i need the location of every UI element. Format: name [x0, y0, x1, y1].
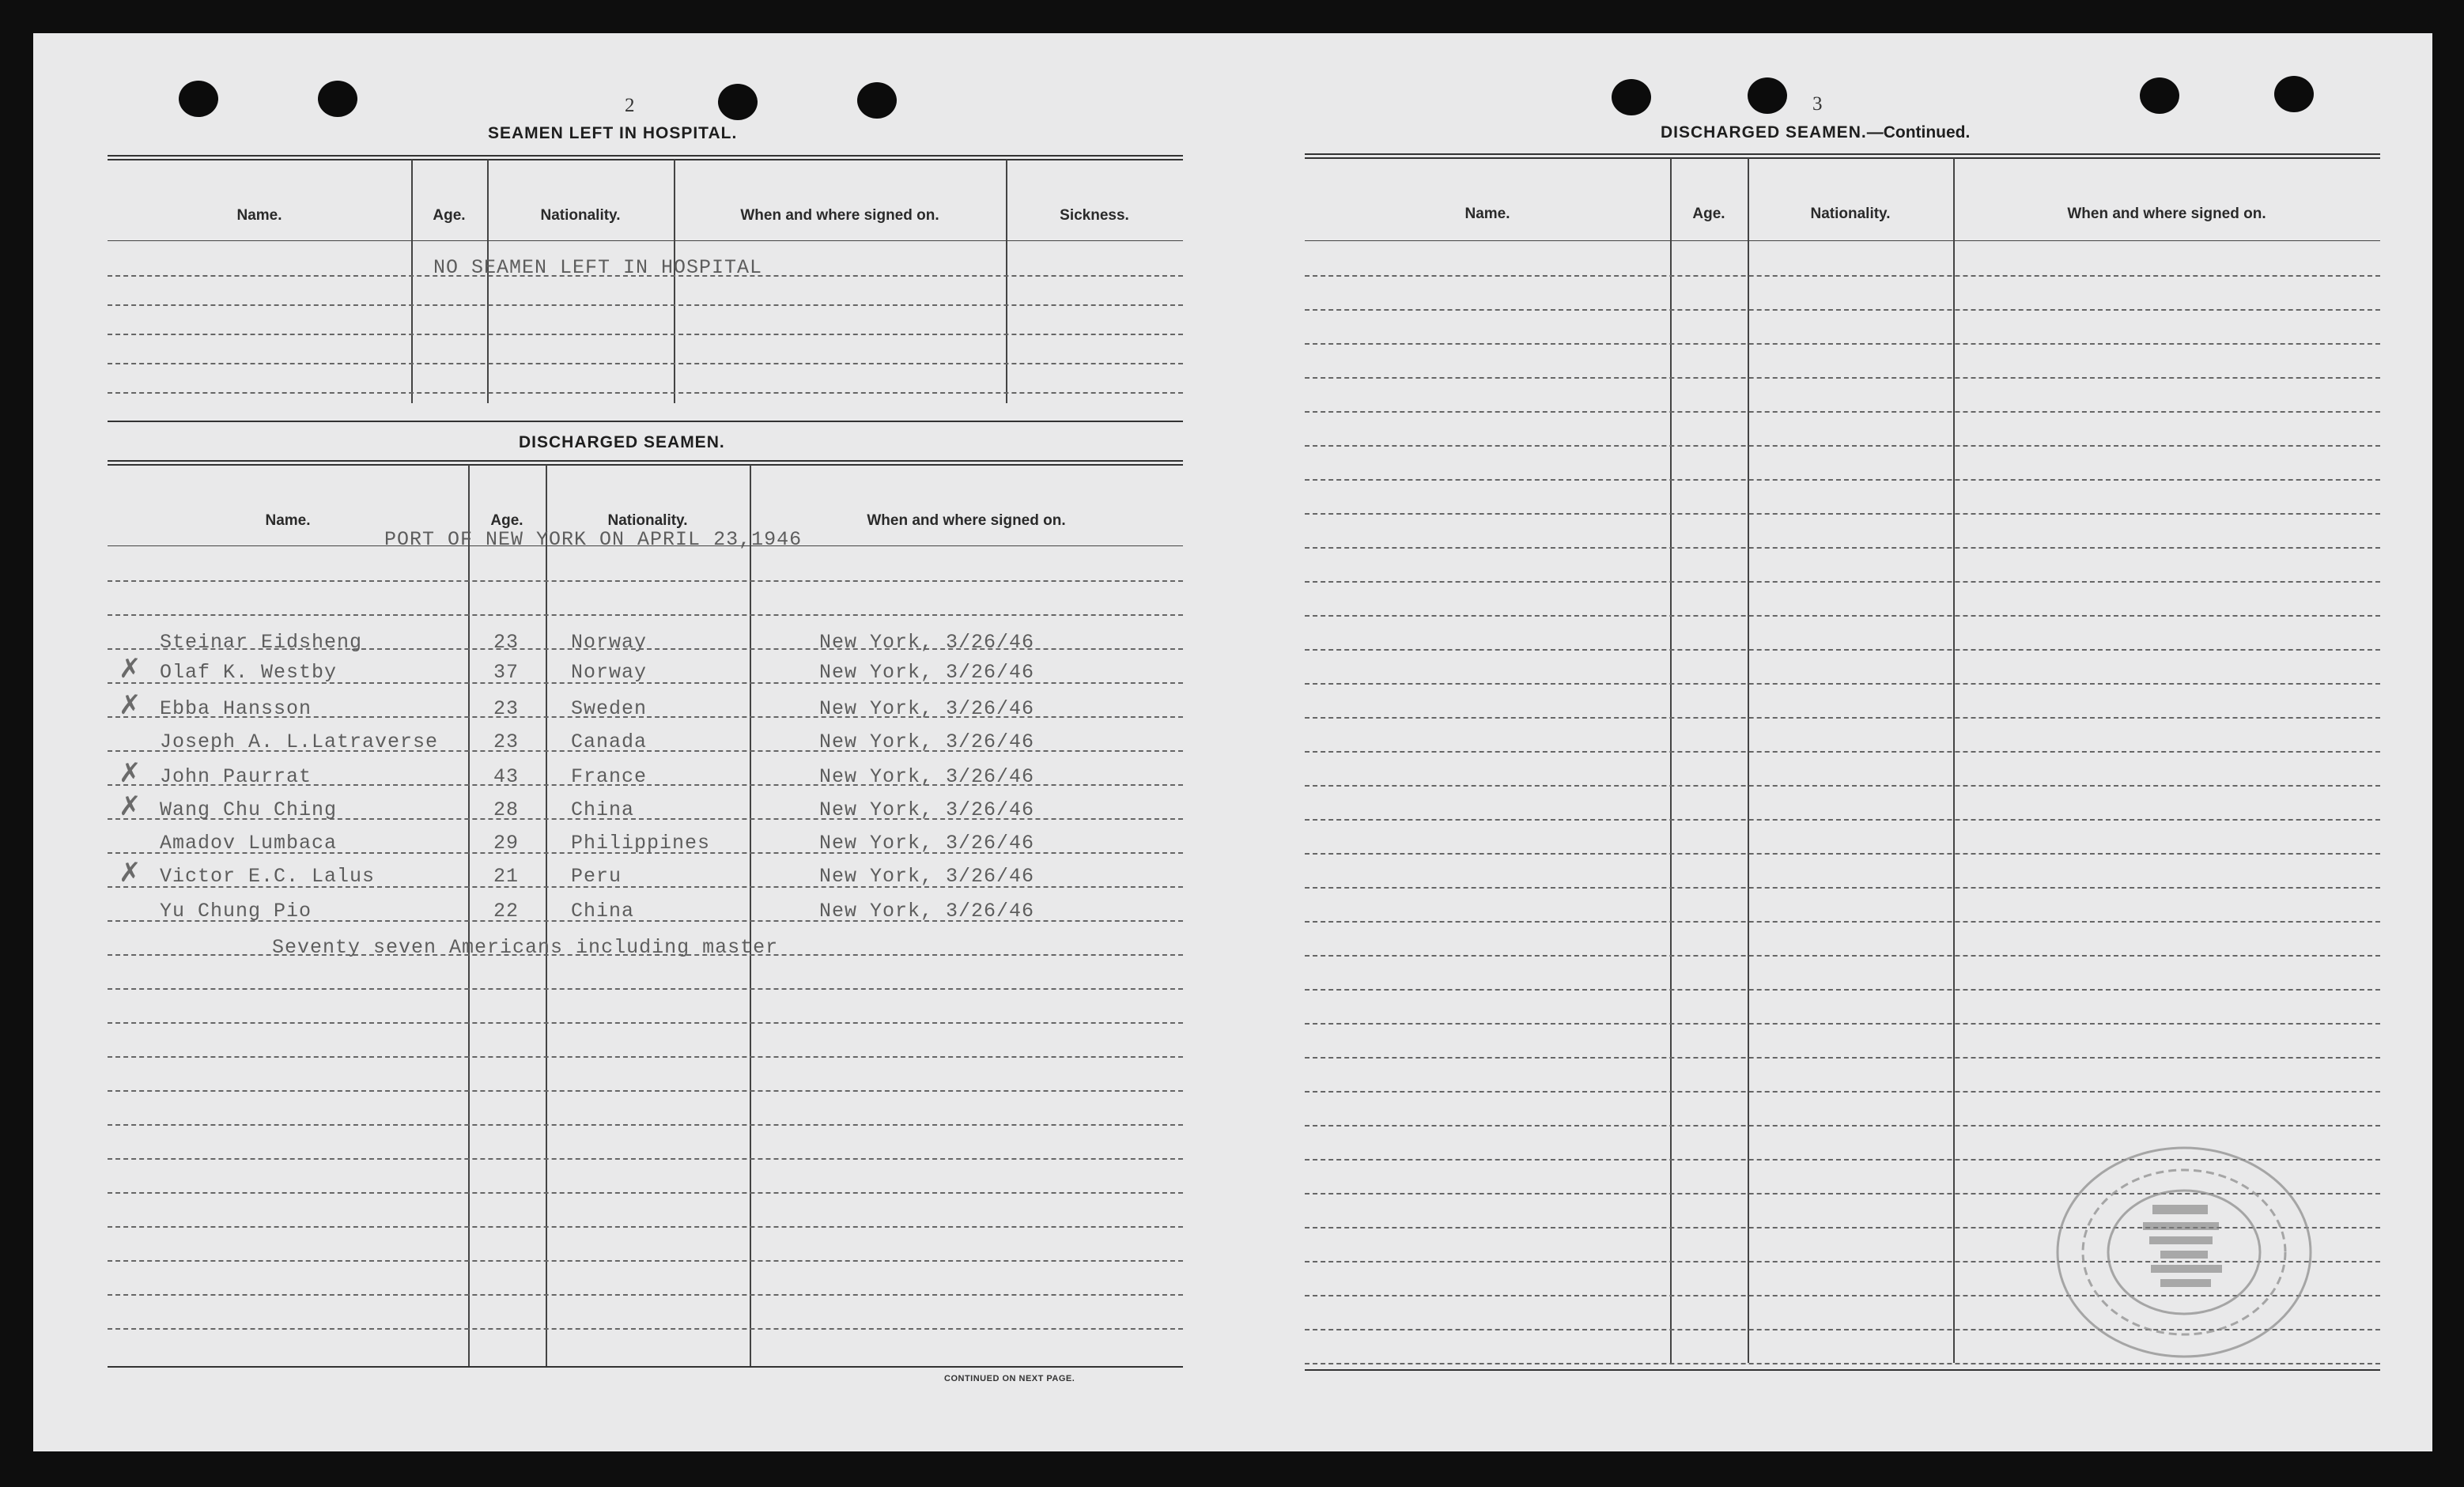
seaman-age: 29 [493, 832, 520, 855]
ruled-line [1305, 887, 2380, 889]
check-mark: ✗ [119, 757, 142, 789]
ruled-line [1305, 853, 2380, 855]
seaman-name: John Paurrat [160, 765, 312, 788]
column-header: Age. [490, 512, 523, 529]
seaman-nationality: China [571, 900, 635, 923]
seaman-nationality: Norway [571, 661, 648, 684]
check-mark: ✗ [119, 653, 142, 685]
ruled-line [1305, 411, 2380, 413]
column-header: Sickness. [1060, 207, 1129, 224]
column-header: Name. [265, 512, 311, 529]
punch-hole [2140, 77, 2179, 114]
ruled-line [1305, 615, 2380, 617]
continued-note: CONTINUED ON NEXT PAGE. [944, 1374, 1075, 1383]
seaman-nationality: Sweden [571, 697, 648, 720]
ruled-line [1305, 513, 2380, 515]
seaman-age: 21 [493, 865, 520, 888]
column-header: Nationality. [1810, 206, 1891, 222]
hospital-top-rule [108, 159, 1183, 160]
ruled-line [1305, 309, 2380, 311]
punch-hole [1612, 79, 1651, 115]
ruled-line [1305, 445, 2380, 447]
punch-hole [1748, 77, 1787, 114]
ruled-line [1305, 955, 2380, 957]
seaman-nationality: Canada [571, 730, 648, 753]
ruled-line [1305, 785, 2380, 787]
column-header: When and where signed on. [867, 512, 1066, 529]
ruled-line [108, 1090, 1183, 1092]
signed-on: New York, 3/26/46 [819, 661, 1035, 684]
seaman-age: 23 [493, 730, 520, 753]
header-rule [108, 240, 1183, 241]
seaman-name: Ebba Hansson [160, 697, 312, 720]
punch-hole [318, 81, 357, 117]
ruled-line [108, 363, 1183, 364]
column-divider [1670, 158, 1672, 1363]
ruled-line [1305, 683, 2380, 685]
crew-summary: Seventy seven Americans including master [272, 936, 779, 959]
discharged-title: DISCHARGED SEAMEN. [519, 433, 725, 451]
seaman-name: Wang Chu Ching [160, 798, 338, 821]
column-divider [1748, 158, 1749, 1363]
title-continued: —Continued. [1866, 123, 1971, 142]
circular-stamp [2042, 1134, 2326, 1371]
seaman-age: 37 [493, 661, 520, 684]
discharged-top-rule [108, 460, 1183, 462]
ruled-line [1305, 377, 2380, 379]
column-divider [1953, 158, 1955, 1363]
column-header: Nationality. [540, 207, 621, 224]
ruled-line [1305, 343, 2380, 345]
right-top-rule [1305, 157, 2380, 159]
check-mark: ✗ [119, 857, 142, 889]
seaman-nationality: Norway [571, 631, 648, 654]
seaman-name: Victor E.C. Lalus [160, 865, 376, 888]
ruled-line [108, 1158, 1183, 1160]
hospital-top-rule [108, 155, 1183, 157]
punch-hole [179, 81, 218, 117]
signed-on: New York, 3/26/46 [819, 865, 1035, 888]
ruled-line [108, 1294, 1183, 1296]
signed-on: New York, 3/26/46 [819, 900, 1035, 923]
signed-on: New York, 3/26/46 [819, 765, 1035, 788]
ruled-line [1305, 751, 2380, 753]
document-sheet [33, 33, 2432, 1451]
seaman-age: 43 [493, 765, 520, 788]
header-rule [1305, 240, 2380, 241]
discharged-bottom-rule [108, 1366, 1183, 1368]
signed-on: New York, 3/26/46 [819, 697, 1035, 720]
hospital-note: NO SEAMEN LEFT IN HOSPITAL [433, 256, 763, 279]
ruled-line [108, 1328, 1183, 1330]
ruled-line [108, 1192, 1183, 1194]
seaman-name: Yu Chung Pio [160, 900, 312, 923]
ruled-line [108, 1226, 1183, 1228]
seaman-age: 28 [493, 798, 520, 821]
ruled-line [1305, 1091, 2380, 1093]
ruled-line [1305, 649, 2380, 651]
ruled-line [108, 1056, 1183, 1058]
seaman-nationality: Peru [571, 865, 622, 888]
seaman-name: Steinar Eidsheng [160, 631, 363, 654]
ruled-line [1305, 989, 2380, 991]
ruled-line [108, 304, 1183, 306]
seaman-name: Amadov Lumbaca [160, 832, 338, 855]
punch-hole [718, 84, 758, 120]
ruled-line [108, 334, 1183, 335]
ruled-line [1305, 547, 2380, 549]
column-header: Name. [1464, 206, 1510, 222]
punch-hole [2274, 76, 2314, 112]
ruled-line [1305, 275, 2380, 277]
seaman-name: Joseph A. L.Latraverse [160, 730, 439, 753]
right-page [1219, 33, 2432, 1451]
column-header: Name. [236, 207, 282, 224]
column-header: Nationality. [607, 512, 688, 529]
seaman-age: 23 [493, 697, 520, 720]
seaman-age: 23 [493, 631, 520, 654]
page-number: 3 [1812, 93, 1823, 115]
column-divider [468, 465, 470, 1366]
column-header: When and where signed on. [2067, 206, 2266, 222]
seaman-nationality: France [571, 765, 648, 788]
page-number: 2 [625, 95, 635, 116]
ruled-line [1305, 921, 2380, 923]
seaman-name: Olaf K. Westby [160, 661, 338, 684]
hospital-bottom-rule [108, 421, 1183, 422]
ruled-line [1305, 581, 2380, 583]
ruled-line [108, 580, 1183, 582]
seaman-nationality: Philippines [571, 832, 711, 855]
column-divider [1006, 160, 1007, 403]
discharged-continued-title [1661, 123, 1970, 142]
check-mark: ✗ [119, 689, 142, 721]
signed-on: New York, 3/26/46 [819, 798, 1035, 821]
signed-on: New York, 3/26/46 [819, 631, 1035, 654]
right-top-rule [1305, 153, 2380, 155]
punch-hole [857, 82, 897, 119]
ruled-line [108, 392, 1183, 394]
column-divider [546, 465, 547, 1366]
ruled-line [1305, 717, 2380, 719]
ruled-line [108, 988, 1183, 990]
column-header: When and where signed on. [740, 207, 939, 224]
port-line: PORT OF NEW YORK ON APRIL 23,1946 [384, 528, 803, 551]
seaman-nationality: China [571, 798, 635, 821]
discharged-top-rule [108, 464, 1183, 466]
left-page [33, 33, 1219, 1451]
column-divider [411, 160, 413, 403]
column-header: Age. [1692, 206, 1725, 222]
check-mark: ✗ [119, 791, 142, 822]
column-divider [487, 160, 489, 403]
ruled-line [1305, 479, 2380, 481]
ruled-line [1305, 819, 2380, 821]
ruled-line [1305, 1023, 2380, 1025]
hospital-title: SEAMEN LEFT IN HOSPITAL. [488, 124, 738, 142]
ruled-line [108, 1022, 1183, 1024]
ruled-line [108, 1124, 1183, 1126]
column-divider [750, 465, 751, 1366]
signed-on: New York, 3/26/46 [819, 730, 1035, 753]
ruled-line [1305, 1057, 2380, 1059]
signed-on: New York, 3/26/46 [819, 832, 1035, 855]
ruled-line [1305, 1125, 2380, 1127]
ruled-line [108, 1260, 1183, 1262]
seaman-age: 22 [493, 900, 520, 923]
column-header: Age. [433, 207, 466, 224]
title-main: DISCHARGED SEAMEN. [1661, 123, 1867, 142]
ruled-line [108, 614, 1183, 616]
column-divider [674, 160, 675, 403]
